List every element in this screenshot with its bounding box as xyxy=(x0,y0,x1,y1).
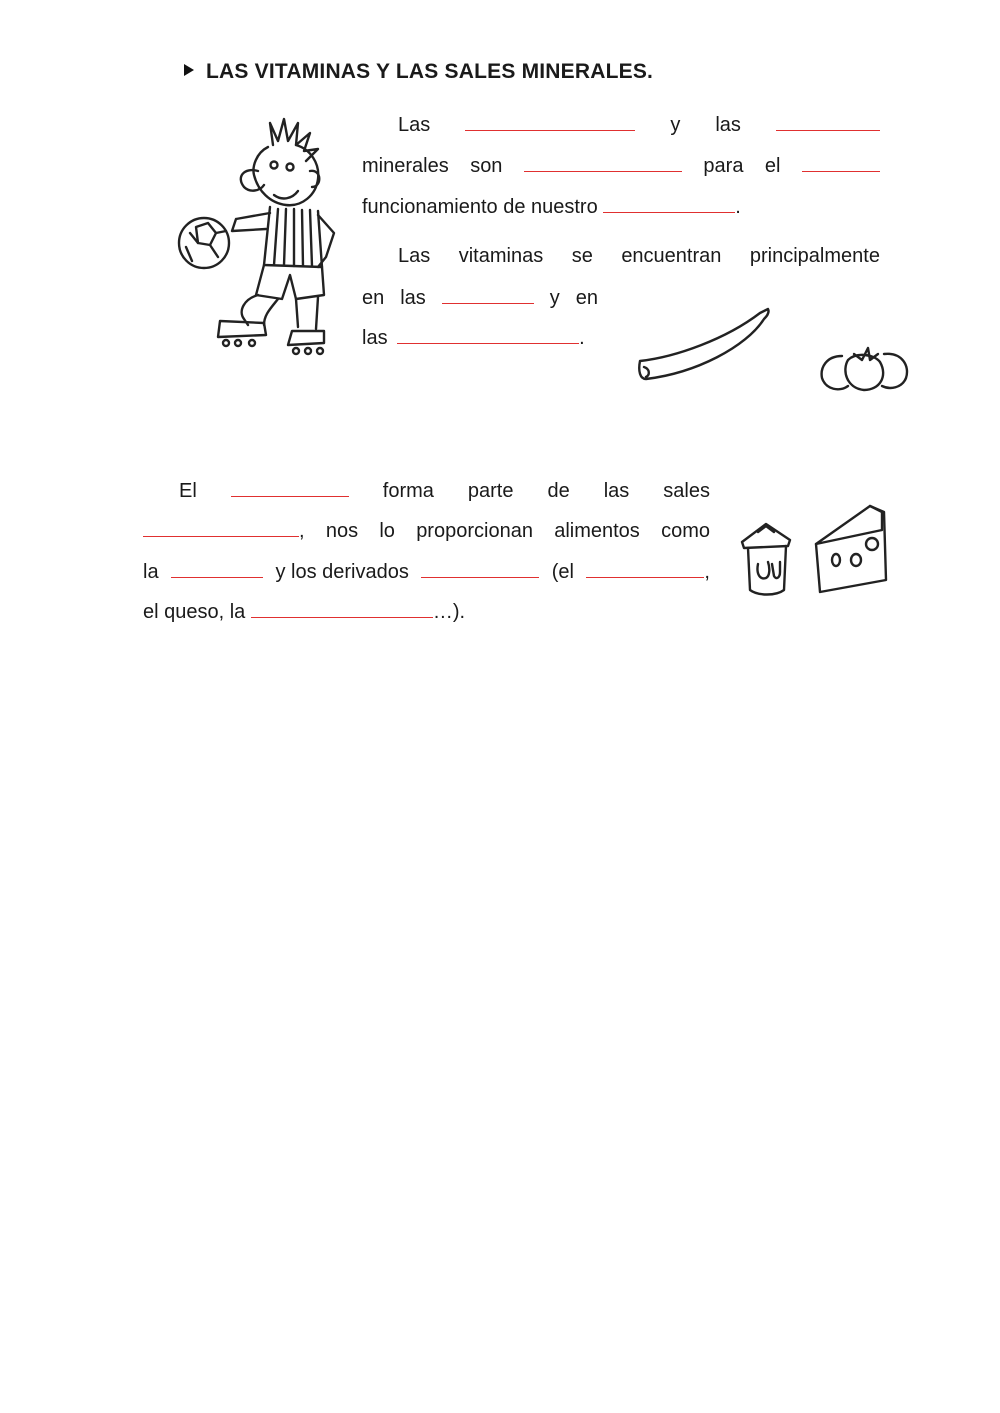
yogurt-icon xyxy=(738,520,794,600)
paragraph1-line2: minerales son para el xyxy=(362,153,880,178)
blank-input[interactable] xyxy=(171,559,263,578)
blank-input[interactable] xyxy=(231,478,349,497)
paragraph1-line1: Las y las xyxy=(362,112,880,137)
paragraph2-line4: el queso, la …). xyxy=(143,601,466,623)
soccer-player-icon xyxy=(178,115,348,360)
banana-icon xyxy=(636,305,772,385)
paragraph1-line6: las . xyxy=(362,327,585,349)
triangle-bullet-icon xyxy=(184,64,194,76)
blank-input[interactable] xyxy=(397,325,579,344)
blank-input[interactable] xyxy=(465,112,635,131)
paragraph1-line4: Las vitaminas se encuentran principalmente xyxy=(398,245,880,267)
blank-input[interactable] xyxy=(524,153,682,172)
blank-input[interactable] xyxy=(442,285,534,304)
blank-input[interactable] xyxy=(776,112,880,131)
worksheet-heading: LAS VITAMINAS Y LAS SALES MINERALES. xyxy=(184,60,653,84)
blank-input[interactable] xyxy=(802,153,880,172)
paragraph2-line2: , nos lo proporcionan alimentos como xyxy=(143,518,710,543)
paragraph1-line5: en las y en xyxy=(362,287,598,309)
paragraph2-line3: la y los derivados (el , xyxy=(143,561,710,583)
cheese-icon xyxy=(812,498,892,598)
blank-input[interactable] xyxy=(251,599,433,618)
blank-input[interactable] xyxy=(143,518,299,537)
blank-input[interactable] xyxy=(586,559,704,578)
tomato-icon xyxy=(818,340,912,396)
blank-input[interactable] xyxy=(421,559,539,578)
blank-input[interactable] xyxy=(603,194,735,213)
paragraph2-line1: El forma parte de las sales xyxy=(179,480,710,502)
paragraph1-line3: funcionamiento de nuestro . xyxy=(362,196,741,218)
